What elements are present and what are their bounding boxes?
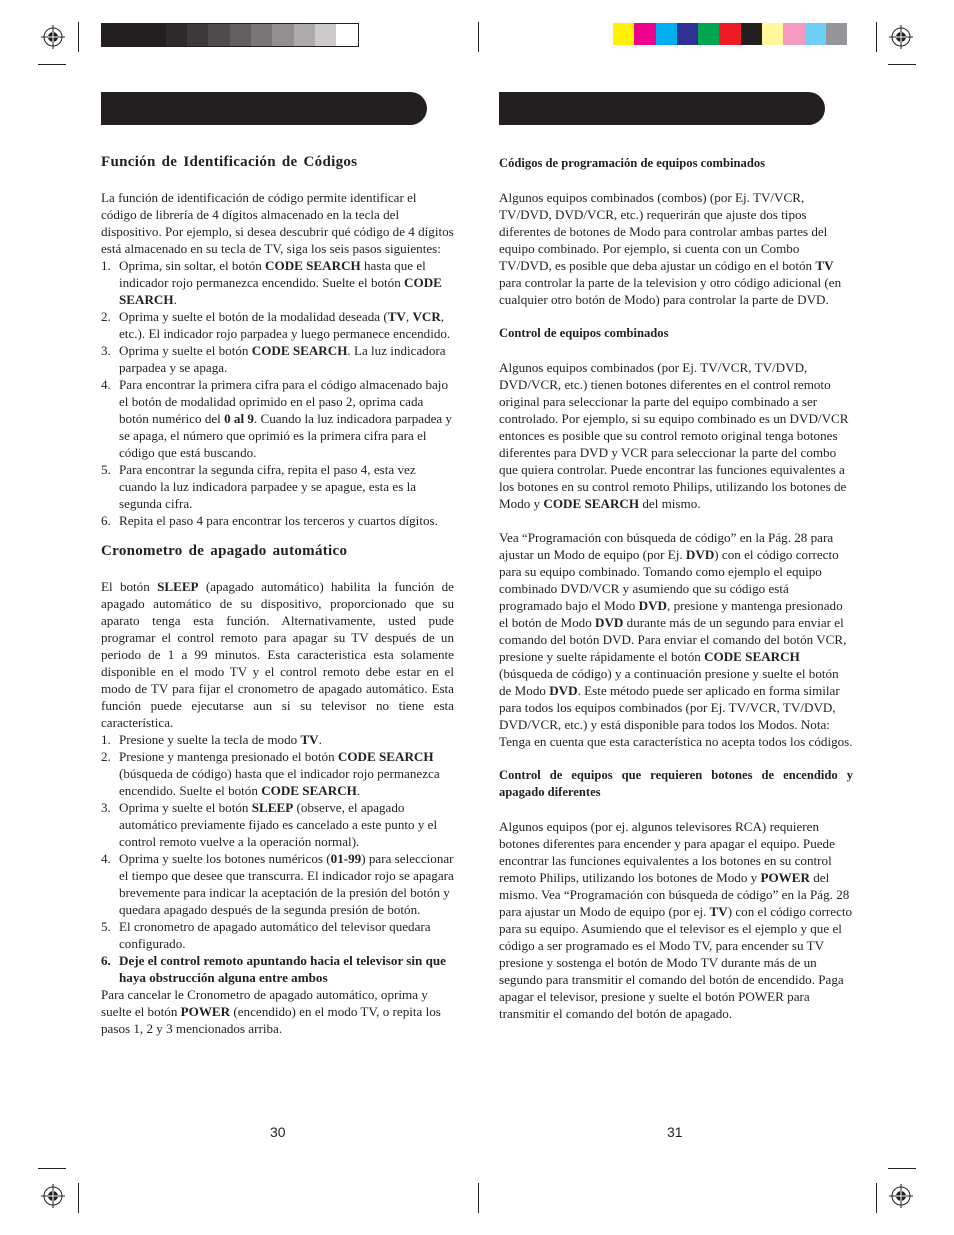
right-header-bar xyxy=(499,92,825,125)
crop-mark xyxy=(888,1168,916,1169)
process-color-bar xyxy=(613,23,847,45)
power-on-off-body: Algunos equipos (por ej. algunos televisores RCA) requieren botones diferentes para encender y para apagar el equipo. Puede encontrar las funciones equivalentes a los botones en su control remoto Philips, utilizando los botones de Modo y POWER del mismo. Vea “Programación con búsqueda de código” en la Pág. 28 para ajustar un Modo de equipo (por ej. TV) con el código correcto para su equipo. Asumiendo que el televisor es el ejemplo y que el código a ser programado es el Modo TV, para encender su TV presione y sostenga el botón de Modo TV durante más de un segundo para transmitir el comando del botón de encendido. Paga apagar el televisor, presione y suelte el botón POWER para transmitir el comando del botón de apagado. xyxy=(499,819,853,1021)
color-swatch xyxy=(336,24,357,46)
color-swatch xyxy=(272,24,293,46)
combo-control-body: Algunos equipos combinados (por Ej. TV/VCR, TV/DVD, DVD/VCR, etc.) tienen botones diferentes en el control remoto original para seleccionar la parte del equipo combinado a ser controlado. Por ejemplo, si su equipo combinado es un DVD/VCR entonces es posible que su control remoto original tenga botones diferentes para DVD y VCR para seleccionar la parte del combo que quiera controlar. Puede encontrar las funciones equivalentes a los botones en su control remoto Philips, utilizando los botones de Modo y CODE SEARCH del mismo. xyxy=(499,360,849,511)
combo-control-example: Vea “Programación con búsqueda de código” en la Pág. 28 para ajustar un Modo de equipo (por Ej. DVD) con el código correcto para su equipo combinado. Tomando como ejemplo el equipo combinado DVD/VCR y asumiendo que su código está programado bajo el Modo DVD, presione y mantenga presionado el botón de Modo DVD durante más de un segundo para enviar el comando del botón DVD. Para enviar el comando del botón VCR, presione y suelte rápidamente el botón CODE SEARCH (búsqueda de código) y a continuación presione y suelte el botón de Modo DVD. Este método puede ser aplicado en forma similar para todos los equipos combinados (por Ej. TV/VCR, TV/DVD, DVD/VCR, etc.) y está disponible para todos los Modos. Nota: Tenga en cuenta que esta característica no acepta todos los códigos. xyxy=(499,530,853,749)
crop-mark xyxy=(478,22,479,52)
color-swatch xyxy=(613,23,634,45)
crop-mark xyxy=(78,22,79,52)
section-heading-combo-control: Control de equipos combinados xyxy=(499,326,669,340)
sleep-timer-steps xyxy=(101,731,454,986)
section-heading-code-identification: Función de Identificación de Códigos xyxy=(101,154,358,170)
list-item: 1. Oprima, sin soltar, el botón CODE SEARCH hasta que el indicador rojo permanezca encendido. Suelte el botón CODE SEARCH. xyxy=(101,258,442,307)
crop-mark xyxy=(78,1183,79,1213)
color-swatch xyxy=(698,23,719,45)
sleep-timer-cancel-note: Para cancelar le Cronometro de apagado automático, oprima y suelte el botón POWER (encendido) en el modo TV, o repita los pasos 1, 2 y 3 mencionados arriba. xyxy=(101,987,441,1036)
color-swatch xyxy=(102,24,123,46)
code-identification-steps xyxy=(101,257,454,529)
section-heading-sleep-timer: Cronometro de apagado automático xyxy=(101,543,348,559)
color-swatch xyxy=(230,24,251,46)
color-swatch xyxy=(145,24,166,46)
right-column xyxy=(499,155,853,1022)
list-item: 1. Presione y suelte la tecla de modo TV. xyxy=(101,732,322,747)
list-item: 5. El cronometro de apagado automático del televisor quedara configurado. xyxy=(101,919,431,951)
combo-codes-body: Algunos equipos combinados (combos) (por Ej. TV/VCR, TV/DVD, DVD/VCR, etc.) requerirán que ajuste dos tipos diferentes de botones de Modo para controlar ambas partes del equipo combinado. Por ejemplo, si cuenta con un Combo TV/DVD, es posible que deba ajustar un código en el botón TV para controlar la parte de la television y otro código adicional (en cualquier otro botón de Modo) para controlar la parte de DVD. xyxy=(499,190,842,307)
color-swatch xyxy=(634,23,655,45)
color-swatch xyxy=(656,23,677,45)
crop-mark xyxy=(876,1183,877,1213)
color-swatch xyxy=(783,23,804,45)
list-item: 2. Oprima y suelte el botón de la modalidad deseada (TV, VCR, etc.). El indicador rojo parpadea y luego permanece encendido. xyxy=(101,309,451,341)
color-swatch xyxy=(762,23,783,45)
color-swatch xyxy=(123,24,144,46)
left-header-bar xyxy=(101,92,427,125)
crop-mark xyxy=(876,22,877,52)
color-swatch xyxy=(741,23,762,45)
color-swatch xyxy=(315,24,336,46)
list-item: 5. Para encontrar la segunda cifra, repita el paso 4, esta vez cuando la luz indicadora parpadee y se apague, esta es la segunda cifra. xyxy=(101,462,417,511)
list-item: 4. Para encontrar la primera cifra para el código almacenado bajo el botón de modalidad oprimido en el paso 2, oprima cada botón numérico del 0 al 9. Cuando la luz indicadora parpadea y se apaga, el número que oprimió es la primera cifra para el código que está buscando. xyxy=(101,377,453,460)
list-item: 3. Oprima y suelte el botón SLEEP (observe, el apagado automático previamente fijado es cancelado a este punto y el control remoto vuelve a la operación normal). xyxy=(101,800,438,849)
grayscale-color-bar xyxy=(101,23,359,47)
section-heading-combo-codes: Códigos de programación de equipos combinados xyxy=(499,156,766,170)
registration-mark-icon xyxy=(41,25,65,49)
color-swatch xyxy=(166,24,187,46)
list-item: 2. Presione y mantenga presionado el botón CODE SEARCH (búsqueda de código) hasta que el indicador rojo permanezca encendido. Suelte el botón CODE SEARCH. xyxy=(101,749,440,798)
registration-mark-icon xyxy=(889,25,913,49)
crop-mark xyxy=(38,64,66,65)
list-item: 6. Repita el paso 4 para encontrar los terceros y cuartos dígitos. xyxy=(101,513,438,528)
code-identification-intro: La función de identificación de código permite identificar el código de librería de 4 dígitos almacenado en la tecla del dispositivo. Por ejemplo, si desea descubrir qué código de 4 dígitos está almacenado en su tecla de TV, siga los seis pasos siguientes: xyxy=(101,190,454,256)
registration-mark-icon xyxy=(41,1184,65,1208)
color-swatch xyxy=(208,24,229,46)
color-swatch xyxy=(251,24,272,46)
list-item: 6. Deje el control remoto apuntando hacia el televisor sin que haya obstrucción alguna entre ambos xyxy=(101,953,446,985)
color-swatch xyxy=(719,23,740,45)
registration-mark-icon xyxy=(889,1184,913,1208)
section-heading-power-on-off: Control de equipos que requieren botones de encendido y apagado diferentes xyxy=(499,768,853,799)
list-item: 4. Oprima y suelte los botones numéricos (01-99) para seleccionar el tiempo que desee que transcurra. El indicador rojo se apagara brevemente para indicar la aceptación de la presión del botón y quedara apagado después de la segunda presión de botón. xyxy=(101,851,454,917)
list-item: 3. Oprima y suelte el botón CODE SEARCH. La luz indicadora parpadea y se apaga. xyxy=(101,343,446,375)
crop-mark xyxy=(38,1168,66,1169)
page-number-left: 30 xyxy=(270,1124,286,1140)
crop-mark xyxy=(478,1183,479,1213)
color-swatch xyxy=(187,24,208,46)
color-swatch xyxy=(826,23,847,45)
color-swatch xyxy=(805,23,826,45)
color-swatch xyxy=(294,24,315,46)
color-swatch xyxy=(677,23,698,45)
left-column xyxy=(101,154,454,1037)
sleep-timer-intro: El botón SLEEP (apagado automático) habilita la función de apagado automático de su dispositivo, proporcionado que su aparato tenga esta función. Alternativamente, usted pude programar el control remoto para apagar su TV después de un periodo de 1 a 99 minutos. Esta caracteristica esta solamente disponible en el modo TV y el control remoto debe estar en el modo de TV para fijar el cronometro de apagado automático. Esta función puede ejecutarse aun si su televisor no tiene esta característica. xyxy=(101,579,454,730)
page-number-right: 31 xyxy=(667,1124,683,1140)
crop-mark xyxy=(888,64,916,65)
